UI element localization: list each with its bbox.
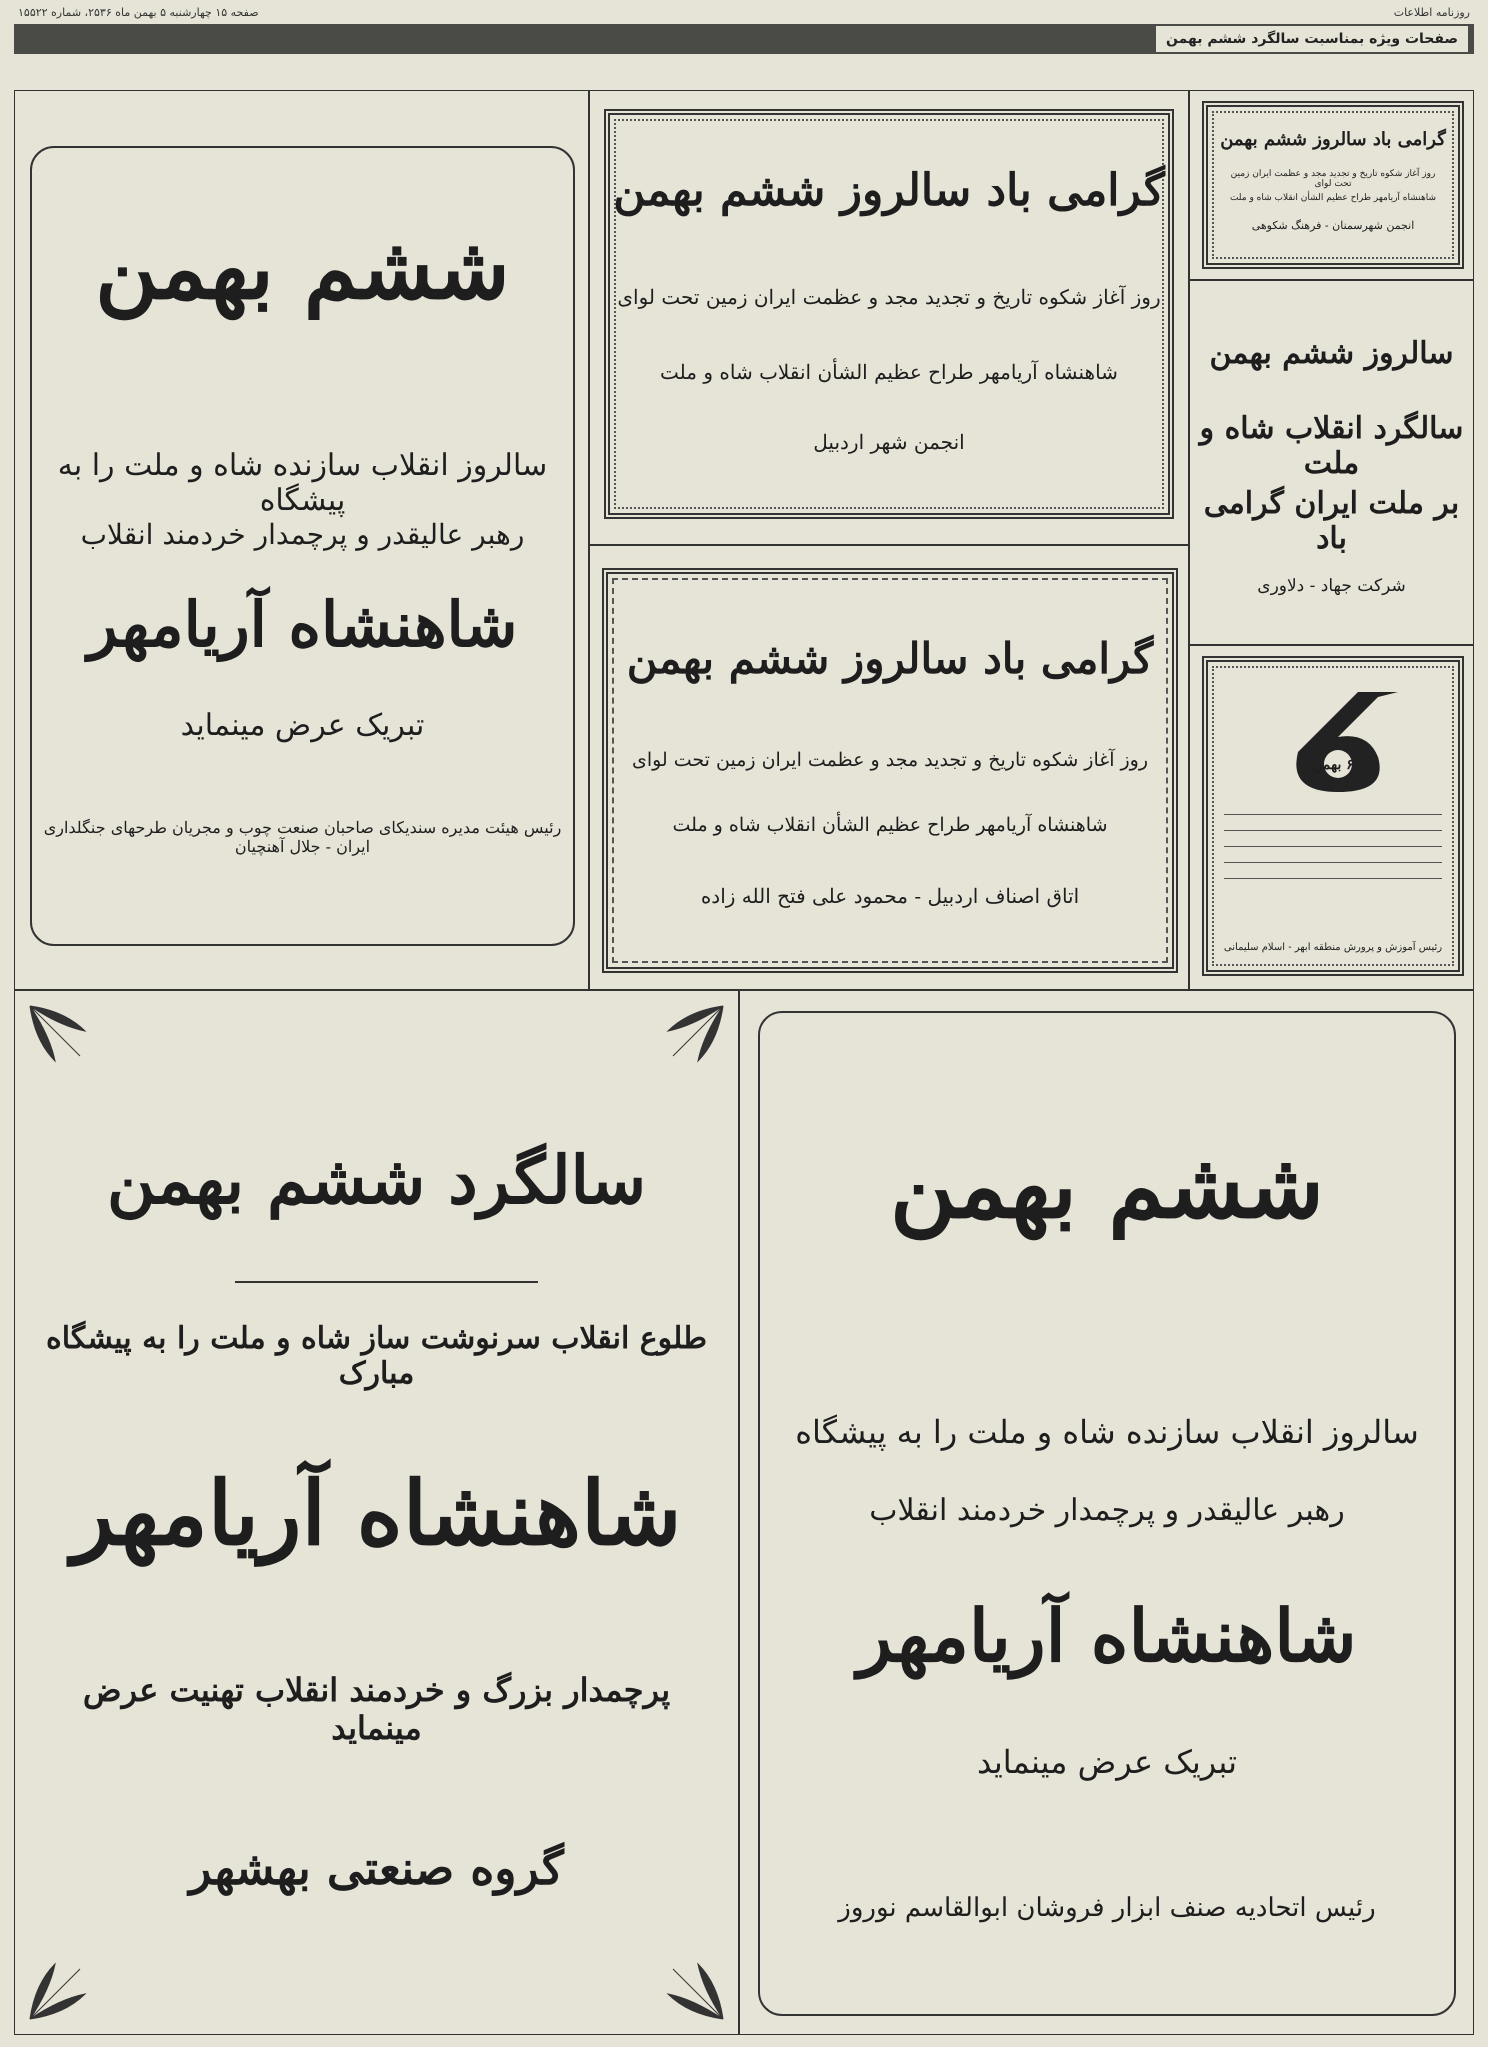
flower-corner-icon [658, 1954, 728, 2024]
ad-line: طلوع انقلاب سرنوشت ساز شاه و ملت را به پیشگاه مبارک [46, 1321, 707, 1391]
ad-behshahr-group [14, 990, 739, 2035]
ad-line: رهبر عالیقدر و پرچمدار خردمند انقلاب [869, 1493, 1345, 1528]
page-header [18, 6, 1470, 24]
ad-ardabil-guilds [589, 545, 1189, 990]
ad-signature: رئیس هیئت مدیره سندیکای صاحبان صنعت چوب و مجریان طرحهای جنگلداری ایران - جلال آهنچیان [43, 818, 562, 856]
ad-title: گرامی باد سالروز ششم بهمن [626, 634, 1154, 683]
ad-signature: شرکت جهاد - دلاوری [1257, 576, 1406, 596]
paper-name: روزنامه اطلاعات [1393, 6, 1470, 19]
ad-frame [1202, 101, 1464, 269]
ad-name: شاهنشاه آریامهر [71, 1461, 682, 1565]
ad-line: سالروز انقلاب سازنده شاه و ملت را به پیشگاه [795, 1413, 1419, 1451]
ad-woodindustry [14, 90, 589, 990]
poem-block [1224, 802, 1442, 912]
flower-corner-icon [658, 1001, 728, 1071]
ad-line: سالگرد انقلاب شاه و ملت [1199, 411, 1464, 481]
ad-ardabil-council [589, 90, 1189, 545]
ad-line: روز آغاز شکوه تاریخ و تجدید مجد و عظمت ایران زمین تحت لوای [1230, 169, 1436, 189]
ad-signature: انجمن شهرسمنان - فرهنگ شکوهی [1251, 219, 1415, 232]
flower-corner-icon [25, 1954, 95, 2024]
ad-frame [758, 1011, 1456, 2016]
ad-line: بر ملت ایران گرامی باد [1203, 486, 1460, 556]
ad-abhar-education [1189, 645, 1474, 990]
ad-title: ششم بهمن [889, 1133, 1324, 1239]
ad-frame [604, 109, 1174, 519]
ad-signature: گروه صنعتی بهشهر [189, 1841, 564, 1895]
ad-title: سالگرد ششم بهمن [106, 1141, 647, 1219]
flower-corner-icon [25, 1001, 95, 1071]
ad-line: تبریک عرض مینماید [977, 1743, 1237, 1781]
divider [235, 1281, 538, 1283]
ad-jahad-company [1189, 280, 1474, 645]
ad-line: شاهنشاه آریامهر طراح عظیم الشأن انقلاب شاه و ملت [1229, 193, 1437, 203]
ad-line: تبریک عرض مینماید [180, 708, 425, 743]
section-title: صفحات ویژه بمناسبت سالگرد ششم بهمن [1156, 26, 1468, 52]
ad-line: پرچمدار بزرگ و خردمند انقلاب تهنیت عرض مینماید [82, 1671, 671, 1747]
section-bar [14, 24, 1474, 54]
ad-line: سالروز انقلاب سازنده شاه و ملت را به پیشگاه [57, 448, 548, 518]
ad-signature: رئیس اتحادیه صنف ابزار فروشان ابوالقاسم نوروز [838, 1893, 1376, 1923]
ad-line: روز آغاز شکوه تاریخ و تجدید مجد و عظمت ایران زمین تحت لوای [631, 749, 1149, 771]
ad-tool-sellers-union [739, 990, 1474, 2035]
ad-name: شاهنشاه آریامهر [87, 588, 518, 661]
ad-frame [30, 146, 575, 946]
six-bahman-emblem-icon [1258, 682, 1418, 802]
ad-signature: رئیس آموزش و پرورش منطقه ابهر - اسلام سلیمانی [1223, 942, 1443, 953]
ad-line: رهبر عالیقدر و پرچمدار خردمند انقلاب [80, 518, 525, 551]
ad-frame [602, 568, 1178, 973]
ad-title: گرامی باد سالروز ششم بهمن [613, 165, 1165, 216]
ad-line: روز آغاز شکوه تاریخ و تجدید مجد و عظمت ایران زمین تحت لوای [617, 285, 1161, 309]
ad-title: گرامی باد سالروز ششم بهمن [1220, 129, 1446, 150]
ad-frame [1202, 656, 1464, 976]
ad-line: شاهنشاه آریامهر طراح عظیم الشأن انقلاب شاه و ملت [672, 814, 1108, 836]
ad-signature: اتاق اصناف اردبیل - محمود علی فتح الله زاده [700, 884, 1080, 908]
ad-signature: انجمن شهر اردبیل [813, 430, 965, 454]
ad-name: شاهنشاه آریامهر [857, 1593, 1357, 1678]
ad-title: ششم بهمن [95, 218, 510, 319]
page-info: صفحه ۱۵ چهارشنبه ۵ بهمن ماه ۲۵۳۶، شماره ۱۵۵۲۲ [18, 6, 259, 19]
ad-semnan-council [1189, 90, 1474, 280]
ad-line: سالروز ششم بهمن [1209, 336, 1454, 371]
emblem-text: ۶ بهمن [1312, 757, 1354, 773]
ad-line: شاهنشاه آریامهر طراح عظیم الشأن انقلاب شاه و ملت [660, 360, 1118, 384]
